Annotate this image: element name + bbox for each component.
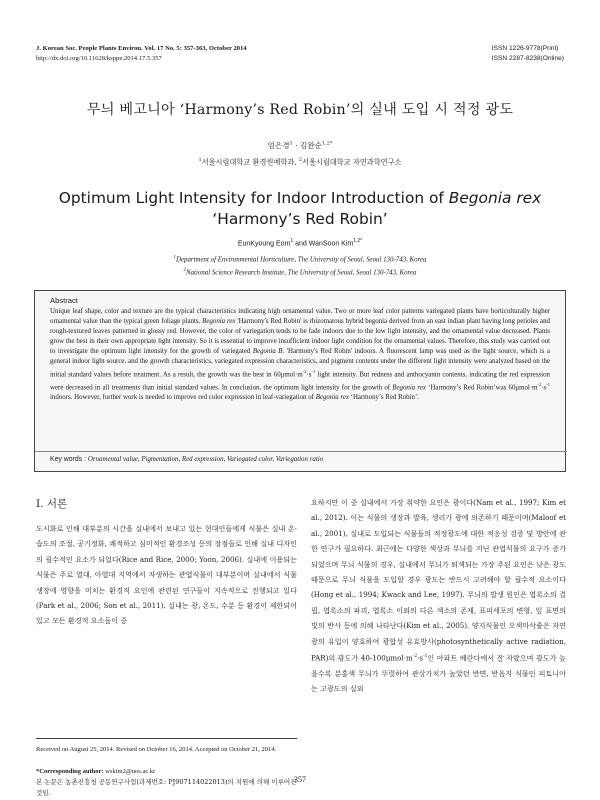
intro-right-part: 요하지만 이 중 실내에서 가장 취약한 요인은 광이다(Nam et al., 1997; Kim et al., 2012). 이는 식물의 생장과 발육, 생리가 광에 의존하기 때문이며(Maloof et al., 2001), 실내로 도입되는 식물들의 적정광도에 대한 적응성 검증 및 방안에 관한 연구가 필요하다. 최근에는 다양한 색상과 무늬를 지닌 관엽식물의 요구가 증가되었으며 무늬 식물의 경우, 실내에서 무늬가 퇴색되는 가장 주된 요인은 낮은 광도 때문으로 무늬 식물을 도입할 경우 광도는 반드시 고려해야 할 필수적 요소이다(Hong et al., 1994; Kwack and Lee, 1997). 무늬의 발생 원인은 엽록소의 결핍, 엽록소의 파괴, 엽록소 이외의 다른 색소의 존재, 표피세포의 변형, 잎 표면의 빛의 반사 등에 의해 나타난다(Kim et al., 2005). 양지식물인 오색마삭줄은 자연광의 유입이 양호하여 광합성 유효방사(photosynthetically active radiation, PAR)의 광도가 40-100μmol·m (311, 498, 566, 663)
corresponding-email[interactable]: wskim2@uos.ac.kr (103, 768, 156, 775)
english-title-species: Begonia rex (448, 189, 542, 207)
abstract-species: Begonia B. (252, 347, 285, 355)
abstract-species: Begonia rex (315, 394, 349, 402)
keywords-divider (35, 451, 567, 452)
english-title (0, 188, 600, 230)
funding-note: 본 논문은 농촌진흥청 공동연구사업(과제번호: PJ907114022013)의 지원에 의해 이루어진 것임. (36, 778, 297, 797)
korean-affil-2: 서울시립대학교 자연과학연구소 (302, 157, 402, 167)
korean-author-1: 엄은경 (267, 141, 290, 150)
abstract-species: Begonia rex (392, 384, 426, 392)
received-dates: Received on August 25, 2014. Revised on October 16, 2014. Accepted on October 21, 2014. (36, 746, 277, 753)
author-separator: · (292, 141, 300, 150)
keywords-label: Key words : (50, 456, 88, 463)
intro-column-right (311, 495, 566, 697)
abstract-species: Begonia rex (202, 317, 236, 325)
english-author-1-sup: 1 (290, 238, 294, 244)
abstract-part: ·s (306, 371, 312, 379)
english-authors (0, 238, 600, 247)
section-heading-introduction: Ⅰ. 서론 (36, 498, 68, 510)
abstract-part: 'Harmony's Red Robin' is rhizomatous hybrid begonia derived from an east indian plant having long petioles and rough-textured leaves patterned in glossy red. However, the color of variegation tends to be fade indoors due to the low light intensity, and the ornamental value decreased. Plants grow the best in their own appropriate light intensity. So it is essential to improve insufficient indoor light condition for the ornamental values. Therefore, this study was carried out to investigate the optimum light intensity for the growth of variegated (50, 317, 550, 355)
english-affil-1-sup: 1 (173, 255, 176, 260)
corresponding-label: *Corresponding author: (36, 768, 104, 775)
english-affil-1: Department of Environmental Horticulture, The University of Seoul, Seoul 130-743, Korea (175, 256, 427, 264)
issn-print: ISSN 1226-9778(Print) (491, 45, 559, 52)
abstract-part: Unique leaf shape, color and texture are the typical characteristics indicating high ornamental value. Two or more leaf color patterns variegated plants have horticulturally higher ornamental value than the typical green foliage plants. (50, 308, 550, 325)
korean-affil-1-sup: 1 (198, 157, 202, 163)
intro-sup: -1 (422, 654, 428, 660)
keywords-list: Ornamental value, Pigmentation, Red expression, Variegated color, Variegation ratio (87, 456, 324, 463)
korean-author-2-sup: 1,2* (322, 140, 333, 147)
korean-author-2: 김완순 (299, 141, 322, 150)
issn-online: ISSN 2287-8238(Online) (491, 55, 564, 62)
english-title-line1: Optimum Light Intensity for Indoor Introduction of (58, 189, 444, 207)
english-affil-2-sup: 2 (183, 267, 186, 273)
abstract-sup: -2 (537, 381, 542, 387)
korean-affiliations (0, 157, 600, 167)
abstract-part: indoors. However, further work is needed to improve red color expression in leaf-variegation of (50, 394, 316, 402)
abstract-part: light intensity. But redness and anthocyanin contents, indicating the red expression were decreased in all treatments than initial standard values. In conclusion, the optimum light intensity for the growth of (50, 371, 550, 392)
page-number: 357 (294, 775, 306, 784)
abstract-part: ‘Harmony’s Red Robin’was 60μmol·m (425, 384, 538, 392)
korean-affil-2-sup: 2 (298, 157, 302, 163)
english-author-2-sup: 1,2* (353, 238, 363, 244)
korean-author-1-sup: 1 (289, 140, 293, 147)
english-affiliations (0, 253, 600, 279)
english-author-2: WanSoon Kim (308, 240, 354, 248)
abstract-part: ·s (541, 384, 547, 392)
abstract-part: ‘Harmony’s Red Robin’. (348, 394, 419, 402)
abstract-sup: -1 (311, 368, 316, 374)
journal-header (36, 44, 247, 64)
abstract-part: 'Harmony's Red Robin' indoors. A fluorescent lamp was used as the light source, which is a general indoor light source. and the growth characteristics, variegated expression characteristics, and pigment contents under the different light intensity were analyzed based on the initial standard values before treatment. As a result, the growth was the best in 60μmol·m (50, 347, 550, 379)
intro-right-part: 인 아파트 베란다에서 잘 자랐으며 광도가 높을수록 분홍색 무늬가 뚜렷하여 관상가치가 높았던 반면, 반음지 식물인 피토니아는 고광도의 실외 (311, 653, 567, 694)
journal-citation: J. Korean Soc. People Plants Environ. Vol. 17 No. 5: 357-363, October 2014 (36, 45, 247, 52)
footnote-divider (36, 738, 297, 739)
intro-sup: -2 (412, 654, 418, 660)
korean-authors (0, 140, 600, 151)
korean-affil-1: 서울시립대학교 환경원예학과, (201, 157, 297, 167)
intro-right-part: ·s (417, 653, 423, 663)
korean-title: 무늬 베고니아 ‘Harmony’s Red Robin’의 실내 도입 시 적정 광도 (86, 102, 514, 118)
abstract-sup: -2 (302, 368, 307, 374)
abstract-sup: -1 (546, 381, 550, 387)
author-and: and (293, 240, 309, 248)
issn-block (492, 44, 564, 64)
english-affil-2: National Science Research Institute, The University of Seoul, Seoul 130-743, Korea (186, 269, 417, 277)
intro-column-left: 도시화로 인해 대부분의 시간을 실내에서 보내고 있는 현대인들에게 식물은 실내 온·습도의 조절, 공기정화, 쾌적하고 심미적인 환경조성 등의 장점들로 인해 실내 디자인의 필수적인 요소가 되었다(Rice and Rice, 2000; Yoon, 2006). 실내에 이용되는 식물은 주로 열대, 아열대 지역에서 자생하는 관엽식물이 대부분이며 실내에서 식물 생장에 영향을 미치는 환경적 요인에 관련된 연구들이 지속적으로 진행되고 있다(Park et al., 2006; Son et al., 2011). 실내는 광, 온도, 수분 등 환경이 제한되어 있고 모든 환경적 요소들이 중 (36, 524, 297, 626)
english-title-line2: ‘Harmony’s Red Robin’ (212, 210, 388, 228)
english-author-1: EunKyoung Eom (237, 240, 291, 248)
keywords (50, 456, 323, 463)
abstract-text (50, 307, 550, 403)
abstract-heading: Abstract (50, 296, 78, 305)
doi-link[interactable]: http://dx.doi.org/10.11628/ksppe.2014.17.5.357 (36, 55, 162, 62)
